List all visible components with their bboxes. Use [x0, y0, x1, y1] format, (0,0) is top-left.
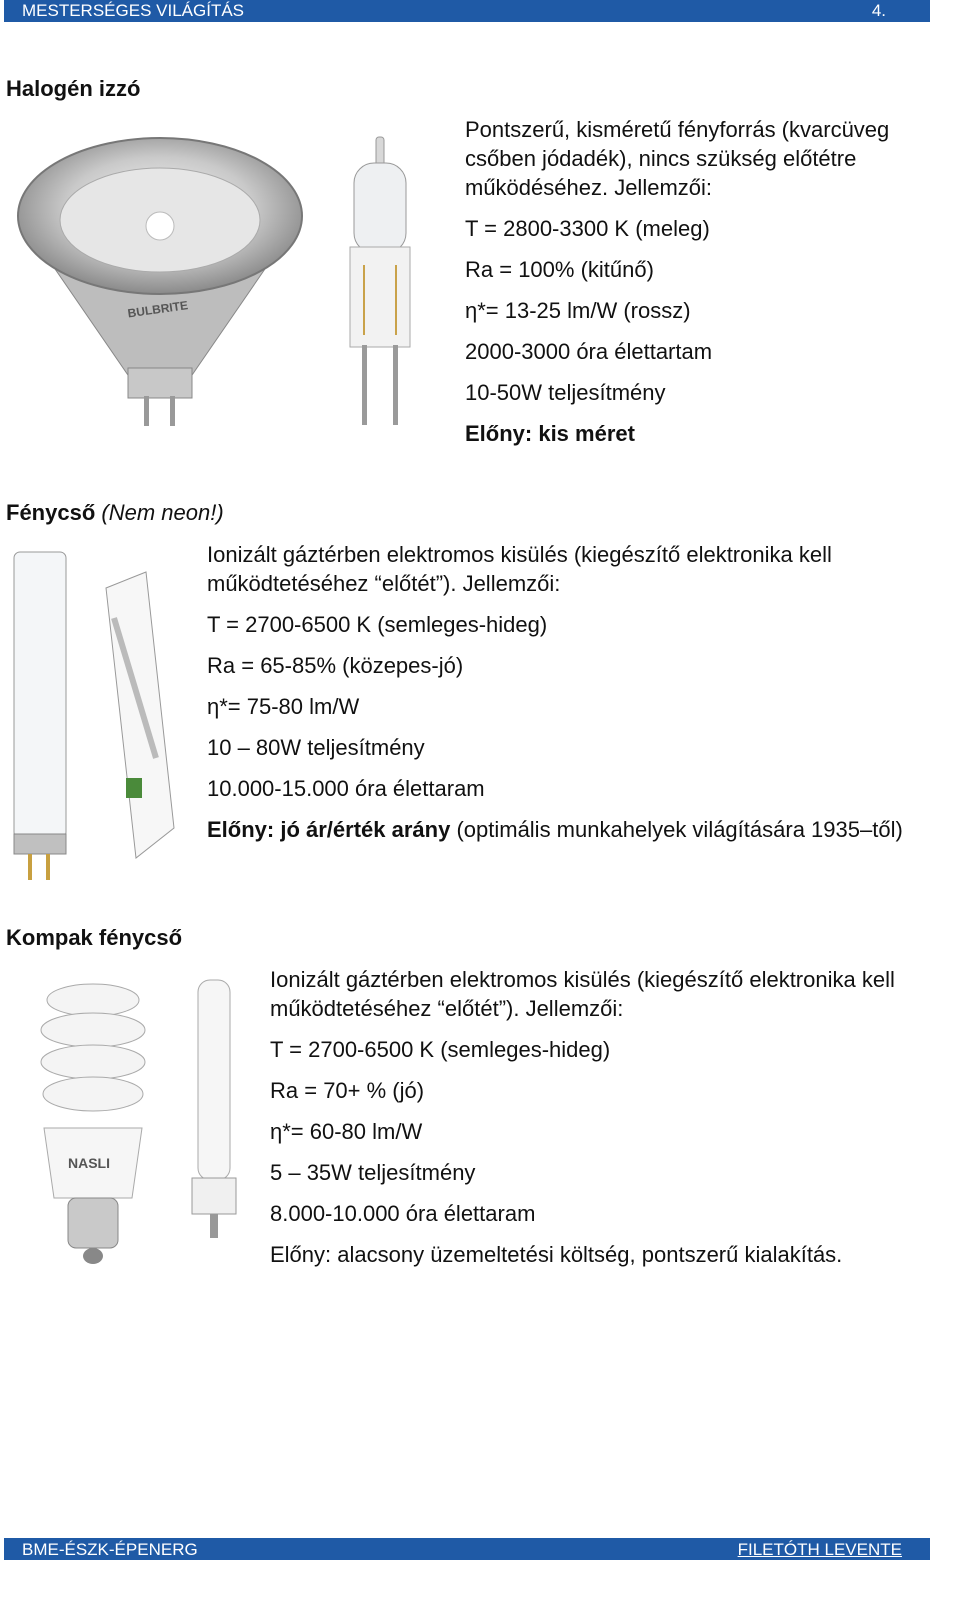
fluorescent-efficacy: η*= 75-80 lm/W	[207, 694, 360, 719]
halogen-color-temp: T = 2800-3300 K (meleg)	[465, 216, 710, 241]
compact-color-temp: T = 2700-6500 K (semleges-hideg)	[270, 1037, 611, 1062]
bulb-brand-label: BULBRITE	[126, 298, 189, 321]
compact-intro: Ionizált gáztérben elektromos kisülés (kiegészítő elektronika kell működtetéséhez “előtét”). Jellemzői:	[270, 967, 895, 1021]
section-title-fluorescent	[6, 500, 224, 526]
fluorescent-title: Fénycső	[6, 500, 96, 525]
header-bar	[4, 0, 930, 22]
halogen-lifetime: 2000-3000 óra élettartam	[465, 339, 713, 364]
halogen-cri: Ra = 100% (kitűnő)	[465, 257, 654, 282]
fluorescent-power: 10 – 80W teljesítmény	[207, 735, 425, 760]
halogen-intro: Pontszerű, kisméretű fényforrás (kvarcüveg csőben jódadék), nincs szükség előtétre működéséhez. Jellemzői:	[465, 117, 890, 200]
halogen-description	[465, 115, 935, 460]
compact-cri: Ra = 70+ % (jó)	[270, 1078, 425, 1103]
fluorescent-cri: Ra = 65-85% (közepes-jó)	[207, 653, 464, 678]
compact-efficacy: η*= 60-80 lm/W	[270, 1119, 423, 1144]
compact-description	[270, 965, 940, 1281]
ballast-image	[86, 568, 186, 868]
compact-advantage: Előny: alacsony üzemeltetési költség, pontszerű kialakítás.	[270, 1242, 843, 1267]
page-number: 4.	[871, 1, 886, 20]
halogen-power: 10-50W teljesítmény	[465, 380, 666, 405]
section-title-halogen: Halogén izzó	[6, 76, 141, 101]
compact-power: 5 – 35W teljesítmény	[270, 1160, 476, 1185]
compact-lifetime: 8.000-10.000 óra élettaram	[270, 1201, 536, 1226]
fluorescent-color-temp: T = 2700-6500 K (semleges-hideg)	[207, 612, 548, 637]
fluorescent-tube-image	[8, 548, 72, 888]
fluorescent-subtitle: (Nem neon!)	[101, 500, 224, 525]
halogen-capsule-image	[340, 135, 420, 435]
halogen-reflector-image	[10, 128, 310, 428]
fluorescent-intro: Ionizált gáztérben elektromos kisülés (kiegészítő elektronika kell működtetéséhez “előtét”). Jellemzői:	[207, 542, 832, 596]
halogen-advantage: Előny: kis méret	[465, 421, 635, 446]
compact-tube-image	[184, 978, 244, 1248]
footer-author: FILETÓTH LEVENTE	[737, 1540, 902, 1559]
footer-bar	[4, 1538, 930, 1560]
compact-brand-label: NASLI	[68, 1155, 110, 1171]
footer-institution: BME-ÉSZK-ÉPENERG	[22, 1540, 198, 1559]
header-title: MESTERSÉGES VILÁGÍTÁS	[22, 1, 245, 20]
halogen-efficacy: η*= 13-25 lm/W (rossz)	[465, 298, 691, 323]
fluorescent-advantage: Előny: jó ár/érték arány (optimális munkahelyek világítására 1935–től)	[207, 817, 903, 842]
fluorescent-lifetime: 10.000-15.000 óra élettaram	[207, 776, 485, 801]
fluorescent-description	[207, 540, 927, 856]
section-title-compact: Kompak fénycső	[6, 925, 183, 950]
compact-spiral-image	[28, 978, 158, 1268]
